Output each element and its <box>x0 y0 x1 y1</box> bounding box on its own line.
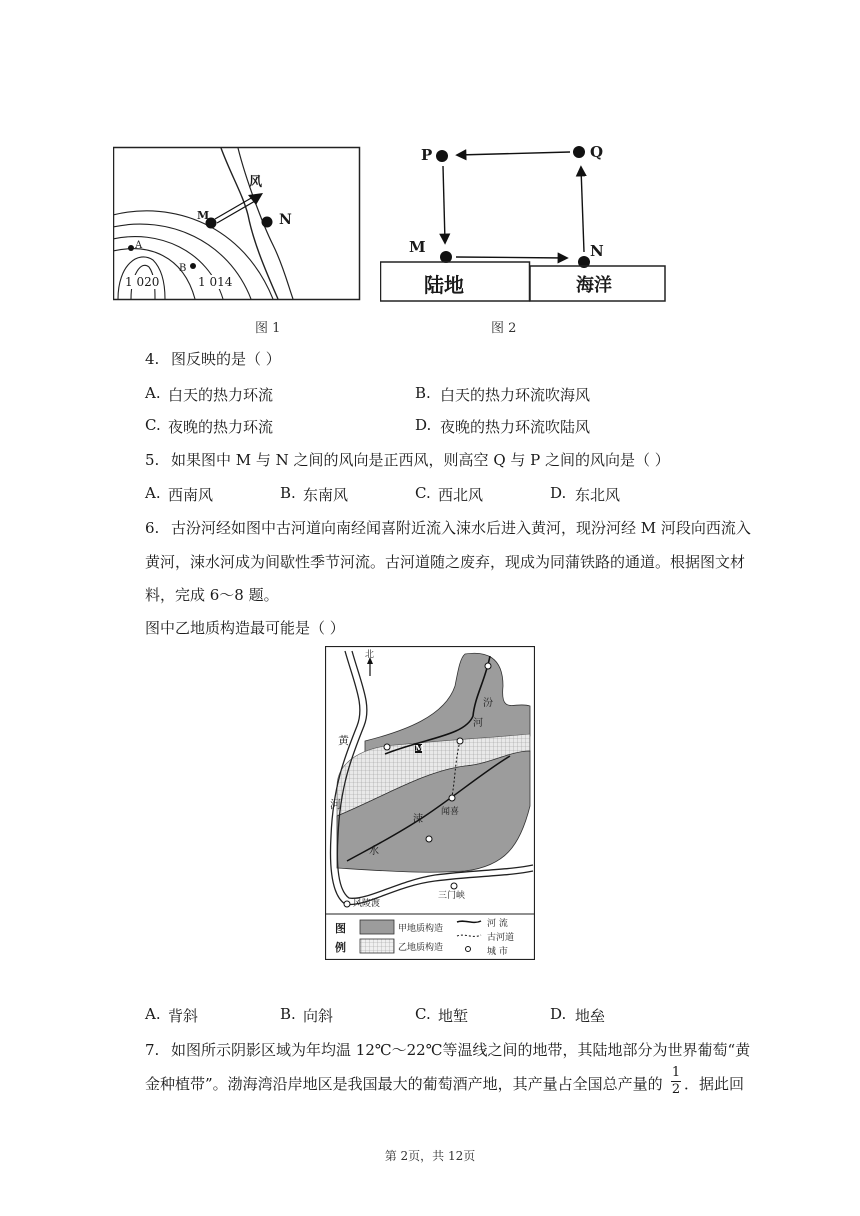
city-fenglingdu-label: 风陵渡 <box>353 899 381 909</box>
q6-option-d-text: 地垒 <box>575 1007 606 1025</box>
q6-option-b-text: 向斜 <box>303 1007 334 1025</box>
q7-line-2-after: ．据此回 <box>684 1075 745 1093</box>
q5-option-a-letter: A. <box>145 484 161 502</box>
q4-option-b-letter: B. <box>415 384 431 402</box>
q7-line-2-before: 金种植带”。渤海湾沿岸地区是我国最大的葡萄酒产地，其产量占全国总产量的 <box>145 1075 663 1093</box>
m-segment-label: M <box>415 743 424 753</box>
q6-option-d-letter: D. <box>550 1005 567 1023</box>
river-su-label-1: 涑 <box>413 814 423 825</box>
legend-title-2: 例 <box>335 941 346 954</box>
legend-yi-label: 乙地质构造 <box>398 943 444 953</box>
q7-fraction <box>671 1066 681 1097</box>
figure-1-caption: 图 1 <box>255 321 281 336</box>
figure-2 <box>380 138 670 306</box>
q6-option-b-letter: B. <box>280 1005 296 1023</box>
q5-option-d-letter: D. <box>550 484 567 502</box>
q6-option-a-text: 背斜 <box>168 1007 199 1025</box>
legend-river-label: 河 流 <box>487 919 508 929</box>
q5-option-a-text: 西南风 <box>168 486 214 504</box>
geology-map <box>325 646 535 960</box>
q4-option-c-letter: C. <box>145 416 161 434</box>
q6-line-1: 古汾河经如图中古河道向南经闻喜附近流入涑水后进入黄河，现汾河经 M 河段向西流入 <box>171 519 751 537</box>
legend-ancient-label: 古河道 <box>487 933 515 943</box>
q6-line-3: 料，完成 6～8 题。 <box>145 586 279 604</box>
river-fen-label-2: 河 <box>473 718 483 729</box>
point-a-label: A <box>135 240 143 251</box>
figure-1 <box>113 145 361 301</box>
q7-fraction-denominator: 2 <box>671 1082 681 1097</box>
river-fen-label-1: 汾 <box>483 698 493 709</box>
wind-label: 风 <box>249 175 263 190</box>
geology-map-drawing <box>325 646 535 960</box>
q7-fraction-numerator: 1 <box>671 1065 681 1080</box>
land-label: 陆地 <box>424 273 464 297</box>
q6-sub-question: 图中乙地质构造最可能是（ ） <box>145 619 345 637</box>
q6-number: 6. <box>145 519 160 537</box>
city-wenxi-label: 闻喜 <box>441 807 460 817</box>
legend-jia-label: 甲地质构造 <box>398 924 444 934</box>
q5-option-b-text: 东南风 <box>303 486 349 504</box>
q4-option-b-text: 白天的热力环流吹海风 <box>440 386 591 404</box>
point-n-label: N <box>279 212 292 228</box>
point-m-label: M <box>409 238 426 256</box>
legend-title-1: 图 <box>335 922 346 935</box>
river-huang-label-2: 河 <box>330 798 341 811</box>
q5-option-c-text: 西北风 <box>438 486 484 504</box>
q4-stem: 图反映的是（ ） <box>171 350 281 368</box>
q4-option-d-text: 夜晚的热力环流吹陆风 <box>440 418 591 436</box>
q6-option-c-text: 地堑 <box>438 1007 469 1025</box>
q7-line-1: 如图所示阴影区域为年均温 12℃～22℃等温线之间的地带，其陆地部分为世界葡萄“黄 <box>171 1041 751 1059</box>
isobar-1020-label: 1 020 <box>125 275 160 289</box>
q4-option-c-text: 夜晚的热力环流 <box>168 418 274 436</box>
city-sanmenxia-label: 三门峡 <box>438 891 466 901</box>
north-label: 北 <box>365 650 375 660</box>
q5-option-b-letter: B. <box>280 484 296 502</box>
point-m-label: M <box>197 209 210 222</box>
figure-2-caption: 图 2 <box>491 321 517 336</box>
q6-line-2: 黄河，涑水河成为间歇性季节河流。古河道随之废弃，现成为同蒲铁路的通道。根据图文材 <box>145 553 746 571</box>
point-n-label: N <box>590 242 604 260</box>
q4-option-a-text: 白天的热力环流 <box>168 386 274 404</box>
q4-number: 4. <box>145 350 160 368</box>
page-footer: 第 2页，共 12页 <box>384 1149 476 1163</box>
point-q-label: Q <box>590 143 604 161</box>
q5-number: 5. <box>145 451 160 469</box>
point-b-label: B <box>179 263 187 274</box>
q6-option-a-letter: A. <box>145 1005 161 1023</box>
river-huang-label-1: 黄 <box>338 734 349 747</box>
legend-city-label: 城 市 <box>487 947 508 957</box>
point-p-label: P <box>421 146 433 164</box>
ocean-label: 海洋 <box>576 275 612 296</box>
river-su-label-2: 水 <box>369 846 379 857</box>
q5-option-c-letter: C. <box>415 484 431 502</box>
q7-number: 7. <box>145 1041 160 1059</box>
q6-option-c-letter: C. <box>415 1005 431 1023</box>
isobar-1014-label: 1 014 <box>198 275 233 289</box>
q5-stem: 如果图中 M 与 N 之间的风向是正西风，则高空 Q 与 P 之间的风向是（ ） <box>171 451 670 469</box>
q4-option-a-letter: A. <box>145 384 161 402</box>
q4-option-d-letter: D. <box>415 416 432 434</box>
q5-option-d-text: 东北风 <box>575 486 621 504</box>
